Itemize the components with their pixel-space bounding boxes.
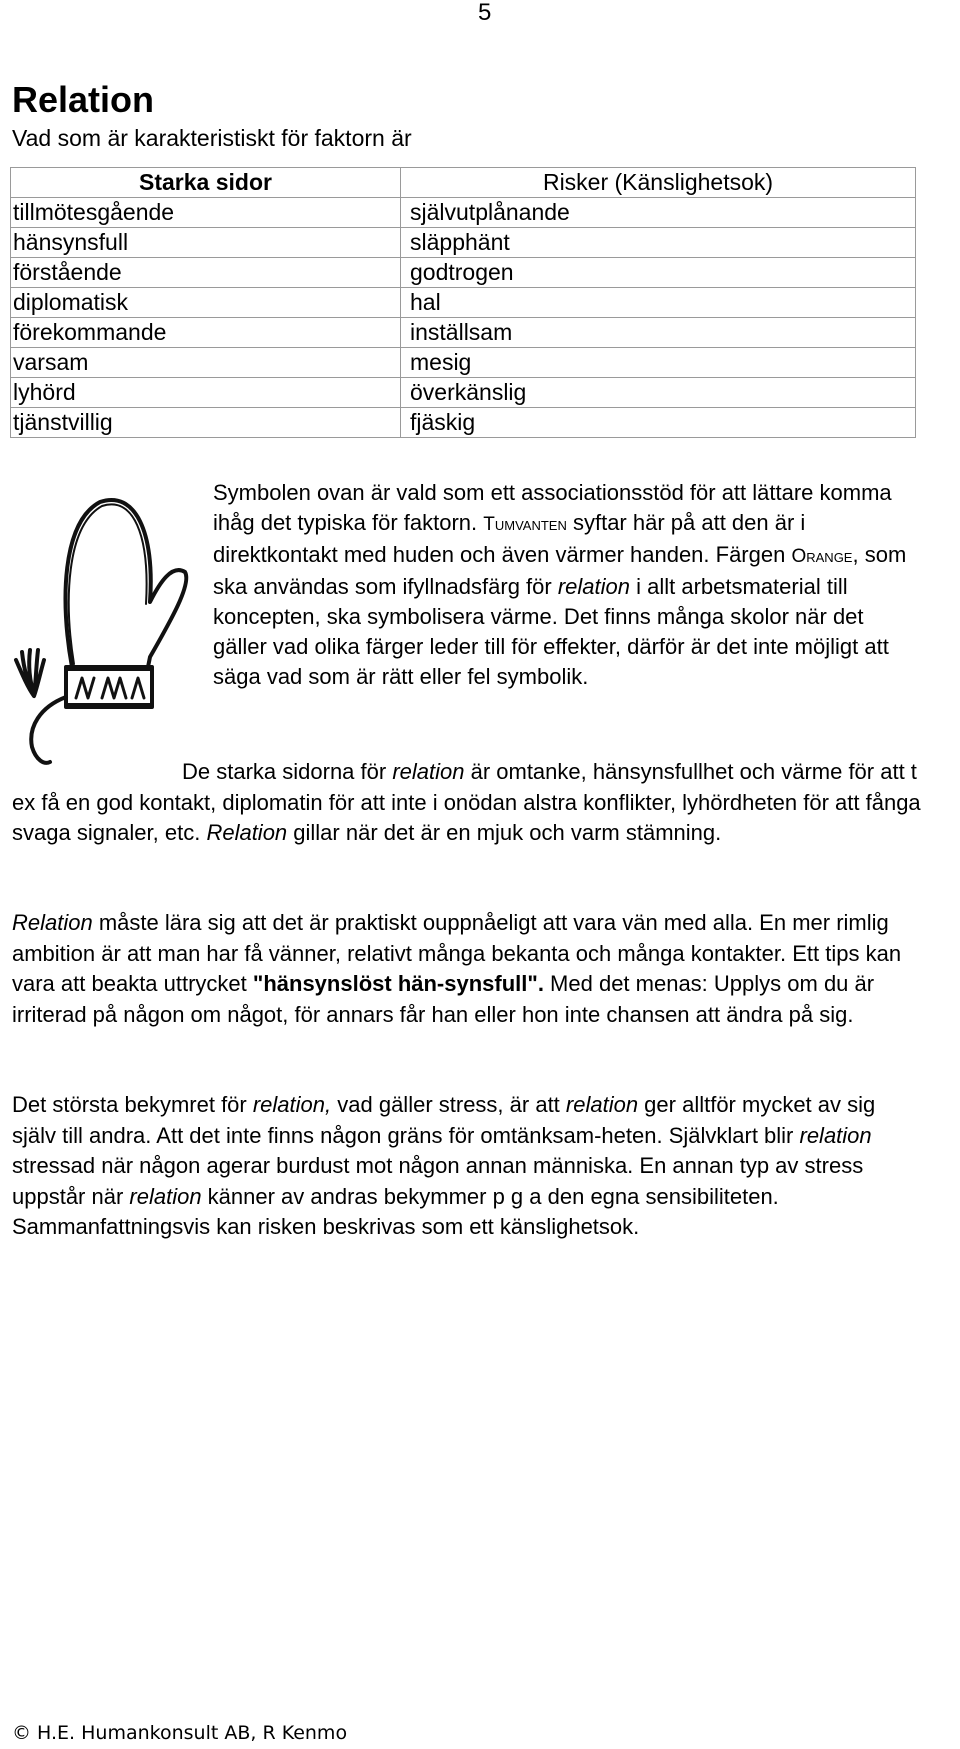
mitten-icon xyxy=(10,492,190,767)
strength-cell: förekommande xyxy=(11,318,401,348)
risk-cell: godtrogen xyxy=(401,258,916,288)
strength-cell: lyhörd xyxy=(11,378,401,408)
strength-cell: förstående xyxy=(11,258,401,288)
strength-cell: tillmötesgående xyxy=(11,198,401,228)
paragraph-advice: Relation måste lära sig att det är praktiskt ouppnåeligt att vara vän med alla. En mer rimlig ambition är att man har få vänner, relativt många bekanta och många kontakter. Ett tips kan vara att beakta uttrycket "hänsynslöst hän-synsfull". Med det menas: Upplys om du är irriterad på någon om något, för annars får han eller hon inte chansen att ändra på sig. xyxy=(12,910,902,1027)
paragraph-strengths: De starka sidorna för relation är omtanke, hänsynsfullhet och värme för att t ex få en god kontakt, diplomatin för att inte i onödan alstra konflikter, lyhördheten för att fånga svaga signaler, etc. Relation gillar när det är en mjuk och varm stämning. xyxy=(12,759,921,845)
table-row xyxy=(11,318,916,348)
page-title: Relation xyxy=(12,79,155,120)
table-row xyxy=(11,288,916,318)
strength-cell: diplomatisk xyxy=(11,288,401,318)
table-header-row xyxy=(11,168,916,198)
table-row xyxy=(11,258,916,288)
strength-cell: hänsynsfull xyxy=(11,228,401,258)
table-row xyxy=(11,228,916,258)
strength-cell: tjänstvillig xyxy=(11,408,401,438)
orange-term: Orange xyxy=(791,546,853,567)
risk-cell: fjäskig xyxy=(401,408,916,438)
table-row xyxy=(11,378,916,408)
strength-cell: varsam xyxy=(11,348,401,378)
risk-cell: inställsam xyxy=(401,318,916,348)
risk-cell: självutplånande xyxy=(401,198,916,228)
risk-cell: mesig xyxy=(401,348,916,378)
symbol-description: Symbolen ovan är vald som ett associationsstöd för att lättare komma ihåg det typiska för faktorn. Tumvanten syftar här på att den är i direktkontakt med huden och även värmer handen. Färgen Orange, som ska användas som ifyllnadsfärg för relation i allt arbetsmaterial till koncepten, ska symbolisera värme. Det finns många skolor när det gäller vad olika färger leder till för effekter, därför är det inte möjligt att säga vad som är rätt eller fel symbolik. xyxy=(213,480,907,689)
mitten-term: Tumvanten xyxy=(483,514,567,535)
page-subtitle: Vad som är karakteristiskt för faktorn är xyxy=(12,125,412,151)
header-strengths: Starka sidor xyxy=(11,168,401,198)
risk-cell: överkänslig xyxy=(401,378,916,408)
header-risks: Risker (Känslighetsok) xyxy=(401,168,916,198)
table-row xyxy=(11,348,916,378)
paragraph-stress: Det största bekymret för relation, vad gäller stress, är att relation ger alltför mycket av sig själv till andra. Att det inte finns någon gräns för omtänksam-heten. Självklart blir relation stressad när någon agerar burdust mot någon annan människa. En annan typ av stress uppstår när relation känner av andras bekymmer p g a den egna sensibiliteten. Sammanfattningsvis kan risken beskrivas som ett känslighetsok. xyxy=(12,1092,876,1239)
copyright-footer: © H.E. Humankonsult AB, R Kenmo xyxy=(12,1722,348,1744)
table-row xyxy=(11,198,916,228)
risk-cell: hal xyxy=(401,288,916,318)
traits-table xyxy=(10,167,916,438)
risk-cell: släpphänt xyxy=(401,228,916,258)
table-row xyxy=(11,408,916,438)
page-number: 5 xyxy=(478,0,492,26)
